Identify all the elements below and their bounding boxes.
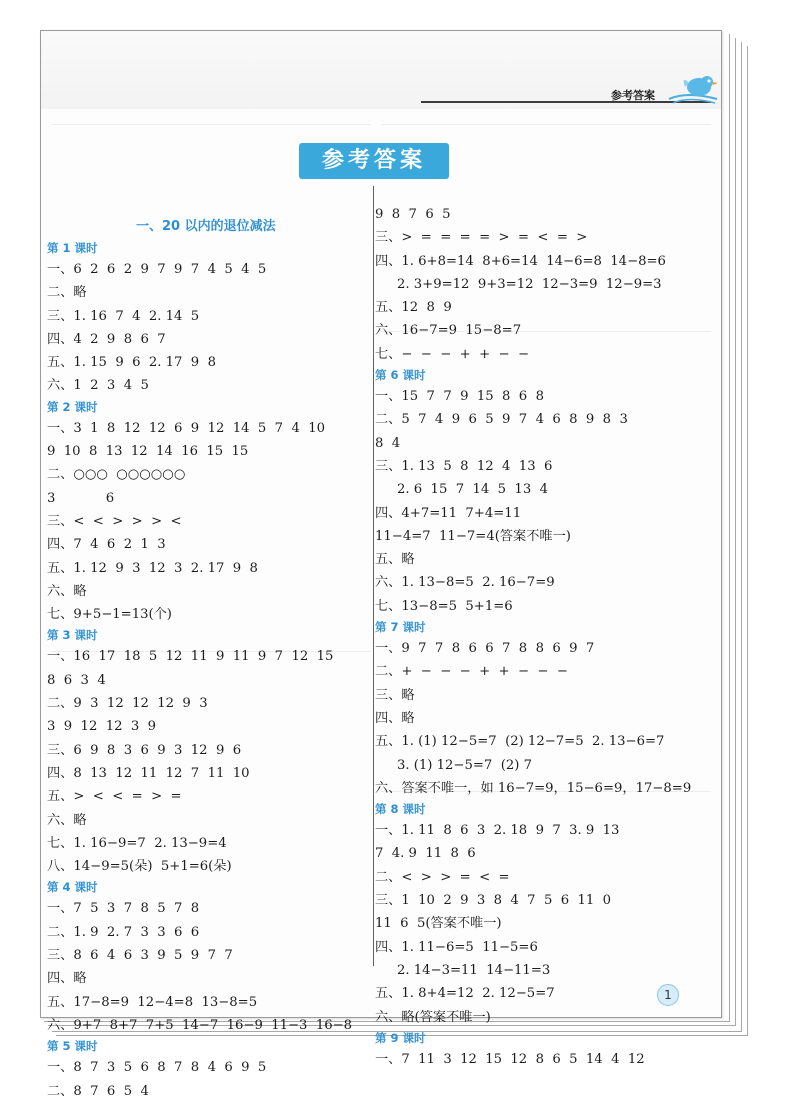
answer-line: 四、1. 11−6=5 11−5=6 bbox=[375, 939, 538, 955]
answer-line: 七、9+5−1=13(个) bbox=[47, 607, 172, 623]
answer-line: 8 4 bbox=[375, 435, 401, 451]
answer-line: 11 6 5(答案不唯一) bbox=[375, 916, 502, 932]
header-title: 参考答案 bbox=[611, 89, 655, 102]
answer-line: 二、1. 9 2. 7 3 3 6 6 bbox=[47, 924, 200, 940]
answer-line: 一、7 11 3 12 15 12 8 6 5 14 4 12 bbox=[375, 1051, 645, 1067]
answer-line: 7 4. 9 11 8 6 bbox=[375, 846, 476, 862]
lesson-heading: 第 2 课时 bbox=[47, 399, 98, 414]
answer-line: 六、略 bbox=[47, 812, 87, 828]
answer-line: 8 6 3 4 bbox=[47, 672, 106, 688]
answer-line: 六、1. 13−8=5 2. 16−7=9 bbox=[375, 575, 555, 591]
lesson-heading: 第 5 课时 bbox=[47, 1039, 98, 1054]
lesson-heading: 第 9 课时 bbox=[375, 1030, 426, 1045]
answer-line: 五、12 8 9 bbox=[375, 300, 452, 316]
answer-line: 一、1. 11 8 6 3 2. 18 9 7 3. 9 13 bbox=[375, 823, 620, 839]
answer-line: 二、○○○ ○○○○○○ bbox=[47, 467, 186, 483]
answer-line: 七、1. 16−9=7 2. 13−9=4 bbox=[47, 835, 227, 851]
answer-line: 一、7 5 3 7 8 5 7 8 bbox=[47, 901, 200, 917]
answer-line: 四、8 13 12 11 12 7 11 10 bbox=[47, 765, 250, 781]
answer-line: 三、略 bbox=[375, 687, 415, 703]
answer-line: 五、1. (1) 12−5=7 (2) 12−7=5 2. 13−6=7 bbox=[375, 734, 665, 750]
answer-line: 三、1. 16 7 4 2. 14 5 bbox=[47, 308, 200, 324]
section-heading: 一、20 以内的退位减法 bbox=[136, 219, 276, 234]
left-column bbox=[47, 239, 367, 1103]
answer-line: 3 6 bbox=[47, 490, 115, 506]
lesson-heading: 第 8 课时 bbox=[375, 802, 426, 817]
answer-line: 五、17−8=9 12−4=8 13−8=5 bbox=[47, 994, 258, 1010]
answer-line: 2. 6 15 7 14 5 13 4 bbox=[397, 482, 548, 498]
answer-line: 二、9 3 12 12 12 9 3 bbox=[47, 696, 208, 712]
bleed-through-line bbox=[381, 124, 711, 125]
answer-line: 五、> < < = > = bbox=[47, 789, 182, 805]
lesson-heading: 第 3 课时 bbox=[47, 628, 98, 643]
lesson-heading: 第 4 课时 bbox=[47, 880, 98, 895]
page-title: 参考答案 bbox=[299, 143, 449, 179]
answer-line: 五、略 bbox=[375, 552, 415, 568]
answer-line: 六、16−7=9 15−8=7 bbox=[375, 323, 522, 339]
answer-line: 四、1. 6+8=14 8+6=14 14−6=8 14−8=6 bbox=[375, 253, 666, 269]
answer-line: 二、略 bbox=[47, 285, 87, 301]
answer-line: 一、9 7 7 8 6 6 7 8 8 6 9 7 bbox=[375, 641, 595, 657]
lesson-heading: 第 7 课时 bbox=[375, 620, 426, 635]
answer-line: 2. 3+9=12 9+3=12 12−3=9 12−9=3 bbox=[397, 276, 662, 292]
answer-line: 三、1 10 2 9 3 8 4 7 5 6 11 0 bbox=[375, 893, 612, 909]
answer-line: 五、1. 15 9 6 2. 17 9 8 bbox=[47, 355, 216, 371]
answer-line: 三、8 6 4 6 3 9 5 9 7 7 bbox=[47, 948, 233, 964]
answer-line: 五、1. 8+4=12 2. 12−5=7 bbox=[375, 986, 555, 1002]
answer-line: 二、8 7 6 5 4 bbox=[47, 1083, 149, 1099]
answer-line: 三、< < > > > < bbox=[47, 513, 182, 529]
answer-line: 三、1. 13 5 8 12 4 13 6 bbox=[375, 458, 553, 474]
answer-line: 三、> = = = = > = < = > bbox=[375, 230, 588, 246]
answer-line: 八、14−9=5(朵) 5+1=6(朵) bbox=[47, 859, 232, 875]
lesson-heading: 第 6 课时 bbox=[375, 368, 426, 383]
bird-icon bbox=[667, 71, 719, 105]
answer-line: 一、3 1 8 12 12 6 9 12 14 5 7 4 10 bbox=[47, 420, 326, 436]
bleed-through-line bbox=[51, 124, 371, 125]
answer-line: 二、5 7 4 9 6 5 9 7 4 6 8 9 8 3 bbox=[375, 412, 628, 428]
page-number: 1 bbox=[657, 984, 679, 1006]
answer-line: 三、6 9 8 3 6 9 3 12 9 6 bbox=[47, 742, 242, 758]
answer-page bbox=[40, 30, 722, 1099]
answer-line: 四、略 bbox=[47, 971, 87, 987]
answer-line: 四、7 4 6 2 1 3 bbox=[47, 537, 166, 553]
column-divider bbox=[373, 186, 374, 966]
answer-line: 七、− − − + + − − bbox=[375, 346, 530, 362]
answer-line: 二、+ − − − + + − − − bbox=[375, 664, 568, 680]
answer-line: 六、答案不唯一，如 16−7=9，15−6=9，17−8=9 bbox=[375, 780, 692, 796]
answer-line: 9 8 7 6 5 bbox=[375, 207, 451, 222]
answer-line: 四、4+7=11 7+4=11 bbox=[375, 505, 522, 521]
answer-line: 一、16 17 18 5 12 11 9 11 9 7 12 15 bbox=[47, 649, 334, 665]
answer-line: 一、8 7 3 5 6 8 7 8 4 6 9 5 bbox=[47, 1060, 267, 1076]
answer-line: 一、6 2 6 2 9 7 9 7 4 5 4 5 bbox=[47, 262, 267, 277]
answer-line: 9 10 8 13 12 14 16 15 15 bbox=[47, 444, 249, 460]
answer-line: 一、15 7 7 9 15 8 6 8 bbox=[375, 389, 544, 405]
answer-line: 四、4 2 9 8 6 7 bbox=[47, 331, 166, 347]
answer-line: 11−4=7 11−7=4(答案不唯一) bbox=[375, 528, 571, 544]
answer-line: 3 9 12 12 3 9 bbox=[47, 719, 157, 735]
right-column bbox=[375, 203, 695, 1071]
answer-line: 七、13−8=5 5+1=6 bbox=[375, 598, 513, 614]
answer-line: 六、略 bbox=[47, 583, 87, 599]
answer-line: 二、< > > = < = bbox=[375, 869, 510, 885]
answer-line: 3. (1) 12−5=7 (2) 7 bbox=[397, 757, 532, 773]
lesson-heading: 第 1 课时 bbox=[47, 241, 98, 255]
answer-line: 五、1. 12 9 3 12 3 2. 17 9 8 bbox=[47, 560, 258, 576]
answer-line: 2. 14−3=11 14−11=3 bbox=[397, 962, 551, 978]
answer-line: 六、9+7 8+7 7+5 14−7 16−9 11−3 16−8 bbox=[47, 1017, 353, 1033]
answer-line: 四、略 bbox=[375, 710, 415, 726]
answer-line: 六、略(答案不唯一) bbox=[375, 1009, 491, 1025]
answer-line: 六、1 2 3 4 5 bbox=[47, 378, 149, 394]
